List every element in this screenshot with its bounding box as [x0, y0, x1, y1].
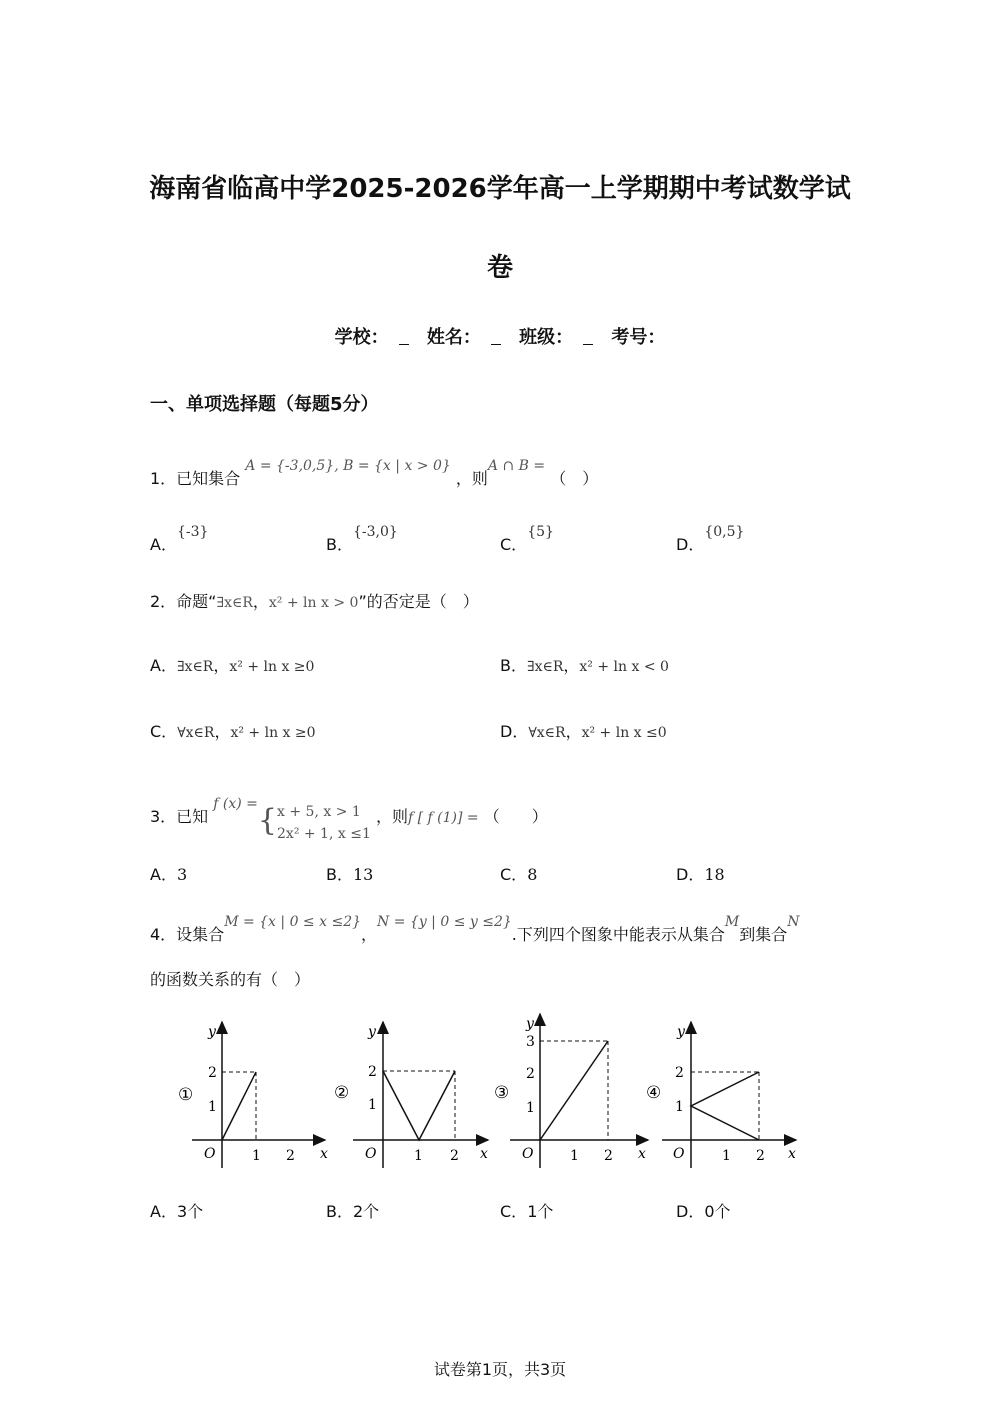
- q3-paren: （ ）: [483, 807, 548, 826]
- svg-text:y: y: [677, 1024, 685, 1040]
- q1-option-c[interactable]: C．{5}: [500, 524, 554, 554]
- student-info: [0, 323, 1000, 349]
- q4-option-a[interactable]: A．3个: [150, 1202, 204, 1221]
- section-title: 一、单项选择题（每题5分）: [150, 394, 379, 415]
- q1-set-b: , B = {x | x > 0}: [334, 458, 451, 474]
- question-2: 2．命题“∃x∈R，x² + ln x > 0”的否定是（ ）: [150, 592, 479, 611]
- q1-stem: 1．已知集合: [150, 469, 241, 488]
- q2-expr: x² + ln x > 0: [268, 595, 359, 611]
- q1-paren: （ ）: [550, 469, 599, 488]
- q2-option-d[interactable]: D．∀x∈R，x² + ln x ≤0: [500, 722, 667, 741]
- question-3: [150, 796, 548, 845]
- class-label: 班级：: [519, 327, 574, 348]
- svg-text:O: O: [522, 1146, 534, 1162]
- graph-2: [334, 1022, 488, 1168]
- svg-text:2: 2: [286, 1148, 295, 1164]
- svg-text:y: y: [208, 1024, 216, 1040]
- q3-option-d[interactable]: D．18: [676, 865, 725, 884]
- q4-line-2: 的函数关系的有（ ）: [150, 970, 311, 989]
- q3-piece-1: x + 5, x > 1: [277, 804, 361, 820]
- q2-option-b[interactable]: B．∃x∈R，x² + ln x < 0: [500, 656, 669, 675]
- q3-piece-2: 2x² + 1, x ≤1: [277, 826, 371, 842]
- q4-set-m: M = {x | 0 ≤ x ≤2}: [224, 914, 362, 930]
- q3-mid: ，则: [375, 807, 408, 826]
- q2-option-c[interactable]: C．∀x∈R，x² + ln x ≥0: [150, 722, 316, 741]
- svg-text:x: x: [638, 1146, 646, 1162]
- svg-text:x: x: [480, 1146, 488, 1162]
- svg-text:1: 1: [722, 1148, 731, 1164]
- svg-text:1: 1: [208, 1099, 217, 1115]
- question-1: [150, 458, 598, 489]
- svg-text:2: 2: [450, 1148, 459, 1164]
- page-title-continued: 卷: [486, 253, 513, 283]
- q4-stem: 4．设集合: [150, 925, 225, 944]
- exam-no-label: 考号：: [611, 327, 666, 348]
- svg-text:y: y: [368, 1024, 376, 1040]
- svg-text:3: 3: [526, 1034, 535, 1050]
- svg-text:1: 1: [252, 1148, 261, 1164]
- name-label: 姓名：: [426, 327, 481, 348]
- q4-option-c[interactable]: C．1个: [500, 1202, 554, 1221]
- page-title: 海南省临高中学2025-2026学年高一上学期期中考试数学试: [149, 174, 851, 204]
- svg-text:2: 2: [604, 1148, 613, 1164]
- q2-option-a[interactable]: A．∃x∈R，x² + ln x ≥0: [150, 656, 315, 675]
- graph-1-marker: ①: [178, 1085, 194, 1105]
- svg-text:O: O: [204, 1146, 216, 1162]
- svg-text:y: y: [526, 1016, 534, 1032]
- q3-option-c[interactable]: C．8: [500, 865, 538, 884]
- q4-set-n: N = {y | 0 ≤ y ≤2}: [377, 914, 512, 930]
- q1-option-d[interactable]: D．{0,5}: [676, 524, 745, 554]
- graph-4: [646, 1022, 796, 1168]
- graph-4-marker: ④: [646, 1083, 662, 1103]
- q3-piecewise: [277, 801, 371, 845]
- svg-text:2: 2: [756, 1148, 765, 1164]
- q4-option-d[interactable]: D．0个: [676, 1202, 731, 1221]
- graph-2-marker: ②: [334, 1083, 350, 1103]
- q1-option-b[interactable]: B．{-3,0}: [326, 524, 398, 554]
- svg-text:2: 2: [526, 1066, 535, 1082]
- svg-text:1: 1: [526, 1100, 535, 1116]
- svg-text:O: O: [673, 1146, 685, 1162]
- q2-tail: ”的否定是（ ）: [358, 592, 479, 611]
- question-4: 4．设集合M = {x | 0 ≤ x ≤2}，N = {y | 0 ≤ y ≤2}.下列四个图象中能表示从集合M到集合N: [150, 914, 800, 944]
- school-label: 学校：: [334, 327, 389, 348]
- svg-text:2: 2: [368, 1064, 377, 1080]
- q3-stem: 3．已知: [150, 807, 209, 826]
- q1-expr: A ∩ B =: [487, 458, 546, 474]
- q3-option-a[interactable]: A．3: [150, 865, 188, 884]
- q4-graphs: [170, 1010, 820, 1180]
- q3-brace: {: [257, 803, 278, 838]
- name-blank[interactable]: [491, 330, 501, 345]
- q3-option-b[interactable]: B．13: [326, 865, 374, 884]
- svg-text:1: 1: [414, 1148, 423, 1164]
- graph-3-marker: ③: [494, 1083, 510, 1103]
- graph-3: [494, 1014, 648, 1168]
- page-footer: 试卷第1页，共3页: [433, 1360, 567, 1379]
- q4-option-b[interactable]: B．2个: [326, 1202, 380, 1221]
- svg-text:1: 1: [570, 1148, 579, 1164]
- q2-quantifier: ∃x∈R: [216, 595, 253, 611]
- q2-stem: 2．命题“: [150, 592, 217, 611]
- svg-text:x: x: [320, 1146, 328, 1162]
- svg-text:x: x: [788, 1146, 796, 1162]
- q3-fx: f (x) =: [213, 796, 258, 812]
- q1-mid: ，则: [455, 469, 488, 488]
- school-blank[interactable]: [399, 330, 409, 345]
- q1-option-a[interactable]: A．{-3}: [150, 524, 209, 554]
- q3-expr: f [ f (1)] =: [407, 810, 479, 826]
- q1-set-a: A = {-3,0,5}: [245, 458, 335, 474]
- svg-text:1: 1: [368, 1097, 377, 1113]
- svg-text:O: O: [365, 1146, 377, 1162]
- svg-text:2: 2: [675, 1065, 684, 1081]
- graph-1: [178, 1022, 328, 1168]
- svg-text:2: 2: [208, 1065, 217, 1081]
- class-blank[interactable]: [583, 330, 593, 345]
- svg-text:1: 1: [675, 1099, 684, 1115]
